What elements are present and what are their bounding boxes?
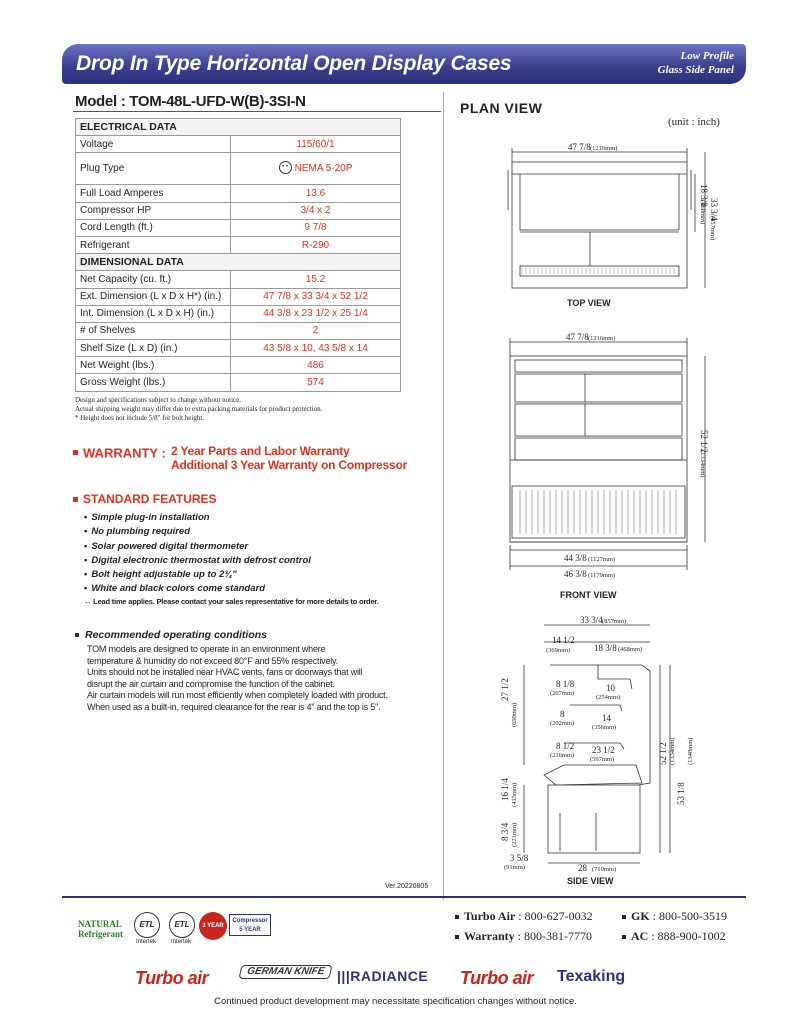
list-item: • Solar powered digital thermometer xyxy=(84,540,311,554)
german-knife-logo: GERMAN KNIFE xyxy=(239,965,333,979)
text-line: disrupt the air curtain and compromise the function of the cabinet. xyxy=(87,678,335,689)
front-view-drawing xyxy=(490,330,730,585)
electrical-header: ELECTRICAL DATA xyxy=(76,119,401,136)
intertek-label: Intertek xyxy=(171,939,192,945)
dim-s8-mm: (202mm) xyxy=(550,720,575,727)
natural-refrigerant-logo xyxy=(78,919,123,939)
side-view-drawing xyxy=(500,615,730,875)
spec-label: # of Shelves xyxy=(76,322,231,339)
contact-value: : 800-627-0032 xyxy=(518,909,593,923)
subtitle-line2: Glass Side Panel xyxy=(657,64,734,76)
warranty-label: WARRANTY : xyxy=(83,445,166,461)
dim-s35-mm: (91mm) xyxy=(504,864,525,871)
plan-view-title: PLAN VIEW xyxy=(460,100,543,116)
compressor-warranty-box xyxy=(229,914,271,936)
dim-s81a-mm: (207mm) xyxy=(550,690,575,697)
spec-label: Full Load Amperes xyxy=(76,185,231,202)
dim-s10: 10 xyxy=(606,683,615,693)
dim-base-width: 46 3/8 xyxy=(564,569,587,579)
dim-s23-mm: (597mm) xyxy=(590,756,615,763)
dim-side-14: 14 1/2 xyxy=(552,635,575,645)
subtitle-line1: Low Profile xyxy=(680,50,734,62)
dim-width-mm: (1216mm) xyxy=(588,335,616,342)
dim-width: 47 7/8 xyxy=(566,332,589,342)
note-line: Design and specifications subject to change without notice. xyxy=(75,396,242,404)
dim-s81b-mm: (216mm) xyxy=(550,752,575,759)
spec-notes xyxy=(75,396,322,423)
dim-s53-mm: (1348mm) xyxy=(687,737,694,765)
list-item: • Digital electronic thermostat with defrost control xyxy=(84,554,311,568)
radiance-text: RADIANCE xyxy=(350,968,429,984)
dim-depth-total: 33 3/4 xyxy=(580,615,603,625)
etl-logo: ETL xyxy=(134,912,160,938)
version-label: Ver.20220805 xyxy=(385,883,429,890)
contact-value: : 800-381-7770 xyxy=(517,929,592,943)
dim-inner-width: 44 3/8 xyxy=(564,553,587,563)
dim-s8b: 8 3/4 xyxy=(500,822,510,841)
bullet-square-icon xyxy=(622,915,626,919)
recommended-title: Recommended operating conditions xyxy=(85,629,268,641)
lead-time-note: ↔ Lead time applies. Please contact your sales representative for more details to order. xyxy=(84,597,379,606)
contact-value: : 800-500-3519 xyxy=(652,909,727,923)
header-banner xyxy=(62,44,746,84)
contact-list xyxy=(455,906,727,946)
page-title: Drop In Type Horizontal Open Display Cases xyxy=(76,52,512,75)
spec-label: Int. Dimension (L x D x H) (in.) xyxy=(76,305,231,322)
contact-row xyxy=(455,906,727,926)
disclaimer: Continued product development may necessitate specification changes without notice. xyxy=(214,996,577,1007)
dim-height: 52 1/2 xyxy=(699,430,709,453)
warranty-line2: Additional 3 Year Warranty on Compressor xyxy=(171,458,408,472)
dim-depth-shelf-mm: (468mm) xyxy=(699,200,706,225)
dim-s8: 8 xyxy=(560,709,565,719)
spec-value: 44 3/8 x 23 1/2 x 25 1/4 xyxy=(231,305,401,322)
intertek-label: Intertek xyxy=(136,939,157,945)
dim-depth-total: 33 3/4 xyxy=(709,198,719,221)
text-line: temperature & humidity do not exceed 80°F and 55% respectively. xyxy=(87,655,338,666)
bullet-square-icon xyxy=(455,935,459,939)
spec-label: Voltage xyxy=(76,136,231,153)
specs-table xyxy=(75,118,401,392)
plug-icon: • • xyxy=(279,161,292,174)
spec-value: 15.2 xyxy=(231,271,401,288)
spec-label: Cord Length (ft.) xyxy=(76,219,231,236)
text-line: When used as a built-in, required clearance for the rear is 4" and the top is 5". xyxy=(87,701,381,712)
dim-side-18: 18 3/8 xyxy=(594,643,617,653)
spec-value xyxy=(231,153,401,185)
dim-s27: 27 1/2 xyxy=(500,678,510,701)
dim-depth-total-mm: (857mm) xyxy=(602,618,627,625)
dim-s16-mm: (413mm) xyxy=(511,782,518,807)
dim-s28-mm: (710mm) xyxy=(592,866,617,873)
list-item: • White and black colors come standard xyxy=(84,582,311,596)
radiance-icon: ||| xyxy=(337,968,351,984)
turbo-air-logo: Turbo air xyxy=(135,968,209,988)
note-line: * Height does not include 5/8" for bolt height. xyxy=(75,414,205,422)
spec-value: 3/4 x 2 xyxy=(231,202,401,219)
spec-label: Shelf Size (L x D) (in.) xyxy=(76,340,231,357)
dim-s14-mm: (356mm) xyxy=(592,724,617,731)
warr-box-line2: 5 YEAR xyxy=(239,927,261,933)
divider xyxy=(73,111,441,112)
front-view-label: FRONT VIEW xyxy=(560,590,617,600)
side-view-label: SIDE VIEW xyxy=(567,876,614,886)
dim-side-14-mm: (369mm) xyxy=(546,647,571,654)
spec-value: 115/60/1 xyxy=(231,136,401,153)
contact-label: AC xyxy=(631,929,649,943)
column-divider xyxy=(443,92,444,900)
bullet-square-icon xyxy=(73,497,78,502)
contact-label: Turbo Air xyxy=(464,909,516,923)
list-item: • No plumbing required xyxy=(84,525,311,539)
recommended-text xyxy=(87,644,388,714)
dim-inner-width-mm: (1127mm) xyxy=(588,556,616,563)
natural-line1: NATURAL xyxy=(78,919,122,929)
dim-s27-mm: (699mm) xyxy=(511,702,518,727)
spec-label: Refrigerant xyxy=(76,236,231,253)
contact-label: Warranty xyxy=(464,929,515,943)
contact-label: GK xyxy=(631,909,650,923)
spec-value: R-290 xyxy=(231,236,401,253)
turbo-air-logo: Turbo air xyxy=(460,968,534,988)
unit-label: (unit : inch) xyxy=(668,116,720,128)
text-line: TOM models are designed to operate in an environment where xyxy=(87,644,326,654)
warranty-heading xyxy=(73,444,166,462)
spec-value: 47 7/8 x 33 3/4 x 52 1/2 xyxy=(231,288,401,305)
bullet-square-icon xyxy=(75,633,79,637)
warr-box-line1: Compressor xyxy=(232,918,268,924)
dim-s14: 14 xyxy=(602,713,611,723)
dim-side-18-mm: (468mm) xyxy=(618,646,643,653)
spec-label: Plug Type xyxy=(76,153,231,185)
spec-value: 574 xyxy=(231,374,401,391)
dim-s23: 23 1/2 xyxy=(592,745,615,755)
list-item: • Bolt height adjustable up to 2¾" xyxy=(84,568,311,582)
spec-label: Compressor HP xyxy=(76,202,231,219)
spec-value: 9 7/8 xyxy=(231,219,401,236)
dim-s8b-mm: (221mm) xyxy=(511,822,518,847)
dim-s52: 52 1/2 xyxy=(658,742,668,765)
top-view-label: TOP VIEW xyxy=(567,298,611,308)
spec-label: Net Weight (lbs.) xyxy=(76,357,231,374)
etl-sanitation-logo: ETL xyxy=(169,912,195,938)
spec-label: Ext. Dimension (L x D x H*) (in.) xyxy=(76,288,231,305)
standard-features-title: STANDARD FEATURES xyxy=(83,492,217,506)
texaking-logo: Texaking xyxy=(557,968,626,985)
bullet-square-icon xyxy=(73,450,78,455)
dim-s52-mm: (1334mm) xyxy=(669,737,676,765)
spec-value: 43 5/8 x 10, 43 5/8 x 14 xyxy=(231,340,401,357)
dim-s16: 16 1/4 xyxy=(500,778,510,801)
spec-label: Gross Weight (lbs.) xyxy=(76,374,231,391)
warranty-details xyxy=(171,444,407,472)
spec-value: 486 xyxy=(231,357,401,374)
dim-s53: 53 1/8 xyxy=(676,782,686,805)
header-subtitle xyxy=(658,49,734,77)
dim-base-width-mm: (1179mm) xyxy=(588,572,616,579)
dim-depth-shelf: 18 3/8 xyxy=(699,184,709,207)
radiance-logo xyxy=(337,968,428,984)
dim-s10-mm: (254mm) xyxy=(596,694,621,701)
top-view-drawing xyxy=(490,140,730,300)
brand-logos xyxy=(125,964,670,992)
standard-features-heading xyxy=(73,492,217,506)
spec-value: 13.6 xyxy=(231,185,401,202)
dimensional-header: DIMENSIONAL DATA xyxy=(76,254,401,271)
features-list xyxy=(84,511,311,597)
text-line: Air curtain models will run most efficiently when completely loaded with product. xyxy=(87,690,388,701)
dim-width-mm: (1216mm) xyxy=(590,145,618,152)
dim-s35: 3 5/8 xyxy=(510,853,529,863)
dim-s28: 28 xyxy=(578,863,587,873)
footer-rule xyxy=(62,896,746,898)
recommended-heading xyxy=(75,629,267,641)
dim-s81a: 8 1/8 xyxy=(556,679,575,689)
certification-logos xyxy=(72,905,442,955)
warranty-line1: 2 Year Parts and Labor Warranty xyxy=(171,444,350,458)
spec-value: 2 xyxy=(231,322,401,339)
warranty-badge: 3 YEAR xyxy=(199,912,227,940)
dim-height-mm: (1334mm) xyxy=(699,450,706,478)
text-line: Units should not be installed near HVAC vents, fans or doorways that will xyxy=(87,667,363,678)
spec-label: Net Capacity (cu. ft.) xyxy=(76,271,231,288)
model-number: Model : TOM-48L-UFD-W(B)-3SI-N xyxy=(75,93,306,110)
dim-s81b: 8 1/2 xyxy=(556,741,575,751)
contact-value: : 888-900-1002 xyxy=(651,929,726,943)
dim-width: 47 7/8 xyxy=(568,142,591,152)
dim-depth-total-mm: (857mm) xyxy=(709,216,716,241)
plug-type-value: NEMA 5-20P xyxy=(294,163,353,175)
contact-row xyxy=(455,926,726,946)
note-line: Actual shipping weight may differ due to extra packing materials for product protection. xyxy=(75,405,323,413)
list-item: • Simple plug-in installation xyxy=(84,511,311,525)
natural-line2: Refrigerant xyxy=(78,929,123,939)
bullet-square-icon xyxy=(455,915,459,919)
bullet-square-icon xyxy=(622,935,626,939)
